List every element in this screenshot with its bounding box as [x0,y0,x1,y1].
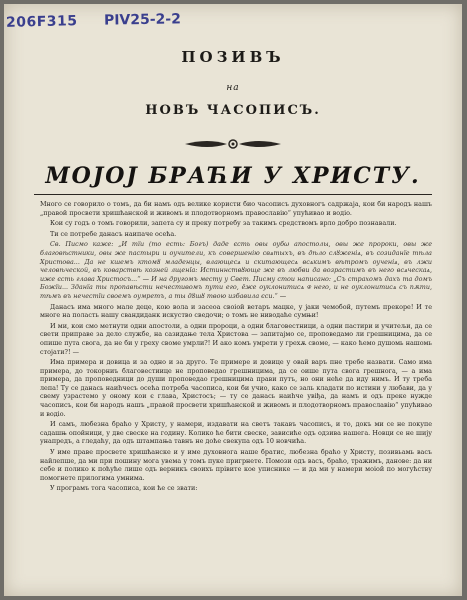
document-page [4,4,462,596]
archive-stamp-left: 206F315 [5,13,78,31]
paragraph: И ми, кои смо метнути одни апостоли, а одни пророци, а одни благовестници, а одни пастири и учитељи, да се свети припрaве за дело службе, на сазидање тела Христова — запитајмо се, проповедамо ли грешницима, да се опише пута свога, да не би у греху своме умрли?! И ако комъ умрети у грехѫ своме, — како ћемо душомь нашомь стоjати?! — [40,321,432,356]
paragraph: У програмъ тога часописa, кои ће се звати: [50,484,198,493]
headline: МОЈОЈ БРАЋИ У ХРИСТУ. [45,163,421,189]
paragraph: Кои су годъ о томъ говорили, запета су и преку потребу за такимъ средствомъ врло добро познавали. [50,219,397,228]
paragraph: У име праве просвете хришћанске и у име духовнога наше братиc, любезна браћо у Христу, позивьамь васъ найлепше, да ми при пошину мога увема у томъ пуке пригрнете. Помози одъ васъ, браћо, тражимъ, данове: да ни себе и полико к поћуће лише одъ верникъ своихъ прiвите кое уписнике — и да ми у намери моіой по могућству помогнете прилогима умнима. [40,448,432,482]
archive-stamp-right: PIV25-2-2 [103,11,182,29]
ornament-divider-icon [183,137,283,151]
paragraph-scripture-quote: Св. Писмо каже: „И тїи (то есть: Богъ) даде єсть овы оубω апостолы, овы же пророки, овы же благовѣстники, овы же пастыри и оучители, къ совершенію свѧтыхъ, въ дѣло слȣженіѧ, въ созиданїе тѣла Христова... Да не кшемъ ктомȣ младенцы, влающесѧ и скитающесѧ всѧкимъ вѣтромъ оученіѧ, въ лжи человѣческой, въ коварствѣ козней лщенїа: Истиннствȣюще же въ любви да возрастимъ въ него всѧческаѧ, иже єсть глава Христосъ...“ — И на другомъ месту у Свет. Писму стои написано: „Съ страхомъ дахъ та домъ Божїи... Зданїа ты пропавѣсти нечестивомъ пути его, ёже оуклонитисѧ ѿ него, и не оуклонитисѧ съ пѫти, тѣмъ въ нечестїи своемъ оумретъ, а ты дȣшȣ твою избавила єси.“ — [40,240,432,300]
body-text [40,200,432,495]
paragraph: Има примера и довица и за одно и за друго. Те примере и довице у овай варъ пне требе назвати. Само има примера, до токорниъ благовестиице не проповедао грешницима, да се оише пута свога грешнога, — а има примера, да проповедници до души проповедао грешницима прави путъ, но они нећe да иду нимъ. И ту треба лепа! Ту се данась наиhчесъ осећа потреба часописа, кои би учио, како се заль кладати по истини у любави, да у свему узрастемо у оному кои є глава, Христосъ; — ту се данась наиhче увiђа, да намъ и одъ преке нужде часописъ, кои би народъ нашъ „правой просвети хришћанской и живомъ и плодотворномъ православiю“ упућивао и водio. [40,358,432,418]
paragraph: Много се говорило о томъ, да би намъ одъ велике користи био часописъ духовногъ садржаја, кои би народъ нашъ „правой просвети хришћанской и живомъ и плодотворномъ православiю“ упућивао и водio. [40,200,432,217]
paragraph: И самъ, любезна браћо у Христу, у намери, издавати на светъ такавъ часописъ, и то, докъ ми се не покупе садашњ опойници, у две свеске на годину. Колико ће бити свеске, зависиће одъ одзива нашега. Новци се не шију унапредъ, а гледаћу, да одъ штампањa тавнъ не доће свекупа одъ 10 новчића. [40,420,432,446]
paragraph: Ти се потребе данасъ наипаче осећа. [50,229,177,238]
headline-rule [34,194,432,195]
header-line-1: ПОЗИВЪ [181,48,285,66]
header-line-2: на [226,83,240,93]
header-line-3: НОВЪ ЧАСОПИСЪ. [145,103,321,118]
paragraph: Данасъ има много мале деце, кою вола и засеоа своіой ветаръ мацке, у јаки чемобой, путемъ прекоре! И те многе на поласть нашу свандиданк искуство сведочи; о томъ не ниводаће сумњи! [40,302,432,320]
